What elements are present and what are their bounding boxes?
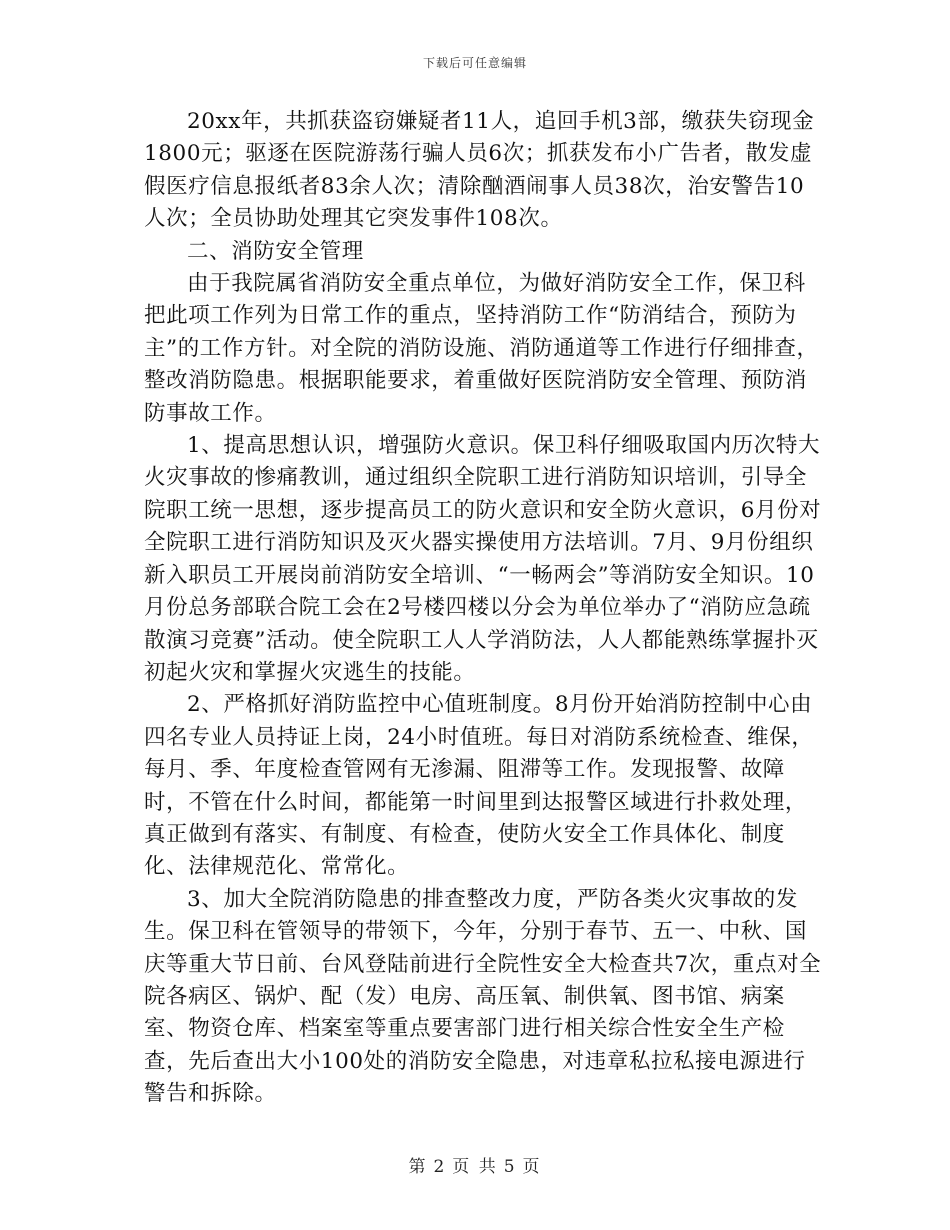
footer-suffix: 页 bbox=[522, 1157, 542, 1177]
section-heading-fire-safety: 二、消防安全管理 bbox=[187, 238, 364, 264]
paragraph-security-stats: 20xx年，共抓获盗窃嫌疑者11人，追回手机3部，缴获失窃现金1800元；驱逐在医院游荡行骗人员6次；抓获发布小广告者，散发虚假医疗信息报纸者83余人次；清除酗酒闹事人员38次，治安警告10人次；全员协助处理其它突发事件108次。 bbox=[144, 109, 815, 232]
paragraph-item-3: 3、加大全院消防隐患的排查整改力度，严防各类火灾事故的发生。保卫科在管领导的带领下，今年，分别于春节、五一、中秋、国庆等重大节日前、台风登陆前进行全院性安全大检查共7次，重点对全院各病区、锅炉、配（发）电房、高压氧、制供氧、图书馆、病案室、物资仓库、档案室等重点要害部门进行相关综合性安全生产检查，先后查出大小100处的消防安全隐患，对违章私拉私接电源进行警告和拆除。 bbox=[144, 886, 822, 1107]
page-footer bbox=[0, 1152, 950, 1177]
footer-page-number: 2 bbox=[433, 1157, 447, 1177]
paragraph-item-2: 2、严格抓好消防监控中心值班制度。8月份开始消防控制中心由四名专业人员持证上岗，24小时值班。每日对消防系统检查、维保，每月、季、年度检查管网有无渗漏、阻滞等工作。发现报警、故障时，不管在什么时间，都能第一时间里到达报警区域进行扑救处理，真正做到有落实、有制度、有检查，使防火安全工作具体化、制度化、法律规范化、常常化。 bbox=[144, 692, 814, 880]
footer-middle: 页 共 bbox=[452, 1157, 498, 1177]
document-body bbox=[144, 106, 824, 1111]
page-header: 下载后可任意编辑 bbox=[422, 56, 527, 70]
paragraph-fire-safety-intro: 由于我院属省消防安全重点单位，为做好消防安全工作，保卫科把此项工作列为日常工作的重点，坚持消防工作“防消结合，预防为主”的工作方针。对全院的消防设施、消防通道等工作进行仔细排查，整改消防隐患。根据职能要求，着重做好医院消防安全管理、预防消防事故工作。 bbox=[144, 271, 819, 426]
paragraph-item-1: 1、提高思想认识，增强防火意识。保卫科仔细吸取国内历次特大火灾事故的惨痛教训，通过组织全院职工进行消防知识培训，引导全院职工统一思想，逐步提高员工的防火意识和安全防火意识，6月份对全院职工进行消防知识及灭火器实操使用方法培训。7月、9月份组织新入职员工开展岗前消防安全培训、“一畅两会”等消防安全知识。10月份总务部联合院工会在2号楼四楼以分会为单位举办了“消防应急疏散演习竞赛”活动。使全院职工人人学消防法，人人都能熟练掌握扑灭初起火灾和掌握火灾逃生的技能。 bbox=[144, 433, 822, 685]
footer-total-pages: 5 bbox=[503, 1157, 517, 1177]
footer-prefix: 第 bbox=[408, 1157, 428, 1177]
